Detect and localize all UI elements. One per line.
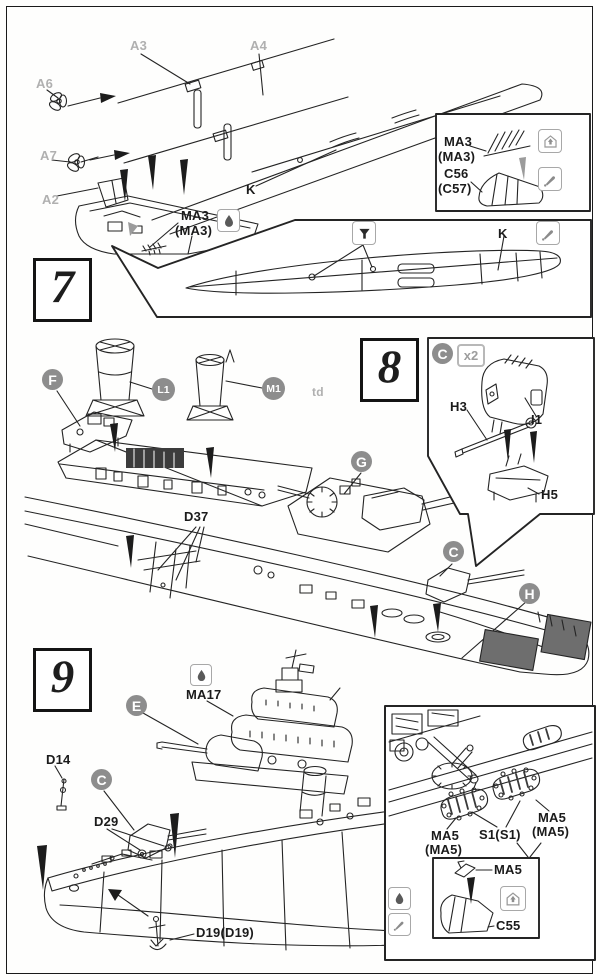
- inset-label-ma3-alt: (MA3): [438, 149, 476, 164]
- part-label-d19: D19(D19): [196, 925, 254, 940]
- bend-part-glyph: [504, 890, 522, 908]
- step-number-8: [360, 338, 419, 402]
- inset-label-ma5-left-alt: (MA5): [425, 842, 463, 857]
- drill-hole-glyph: [356, 225, 373, 242]
- bend-part-glyph: [542, 133, 559, 150]
- part-badge-m1: M1: [262, 377, 285, 400]
- inset-label-c56: C56: [444, 166, 469, 181]
- paint-brush-glyph: [542, 171, 559, 188]
- glue-drop-glyph: [392, 891, 407, 906]
- glue-drop-icon: [190, 664, 212, 686]
- part-label-ma3: MA3: [181, 208, 210, 223]
- bend-part-icon: [500, 886, 526, 911]
- inset-label-i1: I1: [531, 412, 543, 427]
- glue-drop-glyph: [194, 668, 209, 683]
- inset-label-h3: H3: [450, 399, 468, 414]
- inset-label-ma5-small: MA5: [494, 862, 523, 877]
- part-badge-e: E: [126, 695, 147, 716]
- inset-label-ma5-left: MA5: [431, 828, 460, 843]
- part-badge-f: F: [42, 369, 63, 390]
- paint-brush-icon: [388, 913, 411, 936]
- glue-drop-icon: [217, 209, 240, 232]
- part-label-ma17: MA17: [186, 687, 222, 702]
- inset-label-ma5-right-alt: (MA5): [532, 824, 570, 839]
- step-7-text: 7: [50, 261, 75, 313]
- paint-brush-glyph: [392, 917, 407, 932]
- step9-superstructure-drawing: [143, 650, 352, 858]
- inset-label-c56-alt: (C57): [438, 181, 472, 196]
- step-number-9: [33, 648, 92, 712]
- quantity-x2-badge: x2: [457, 344, 485, 367]
- part-label-ma3-alt: (MA3): [175, 223, 213, 238]
- step-8-text: 8: [377, 341, 402, 393]
- glue-drop-glyph: [221, 213, 237, 229]
- part-label-a7: A7: [40, 148, 58, 163]
- glue-drop-icon: [388, 887, 411, 910]
- inset-badge-c: C: [432, 343, 453, 364]
- deck-label-k: K: [498, 226, 508, 241]
- part-label-a3: A3: [130, 38, 148, 53]
- paint-brush-glyph: [540, 225, 557, 242]
- part-badge-c: C: [443, 541, 464, 562]
- part-label-d14: D14: [46, 752, 71, 767]
- part-label-d29: D29: [94, 814, 119, 829]
- inset-label-c55: C55: [496, 918, 521, 933]
- step-9-text: 9: [50, 651, 75, 703]
- paint-brush-icon: [536, 221, 560, 245]
- step-number-7: [33, 258, 92, 322]
- part-label-a4: A4: [250, 38, 268, 53]
- part-badge-h: H: [519, 583, 540, 604]
- drill-hole-icon: [352, 221, 376, 245]
- part-label-a6: A6: [36, 76, 54, 91]
- inset-label-ma5-right: MA5: [538, 810, 567, 825]
- inset-label-s1: S1(S1): [479, 827, 521, 842]
- paint-brush-icon: [538, 167, 562, 191]
- part-label-k: K: [246, 182, 256, 197]
- bend-part-icon: [538, 129, 562, 153]
- inset-label-h5: H5: [541, 487, 559, 502]
- step9-foredeck-parts-drawing: [37, 766, 206, 890]
- step8-gun-detail-inset: [428, 338, 594, 566]
- part-badge-c9: C: [91, 769, 112, 790]
- part-label-d37: D37: [184, 509, 209, 524]
- print-artifact-td: td: [312, 385, 324, 399]
- part-badge-l1: L1: [152, 378, 175, 401]
- part-label-a2: A2: [42, 192, 60, 207]
- inset-label-ma3: MA3: [444, 134, 473, 149]
- part-badge-g: G: [351, 451, 372, 472]
